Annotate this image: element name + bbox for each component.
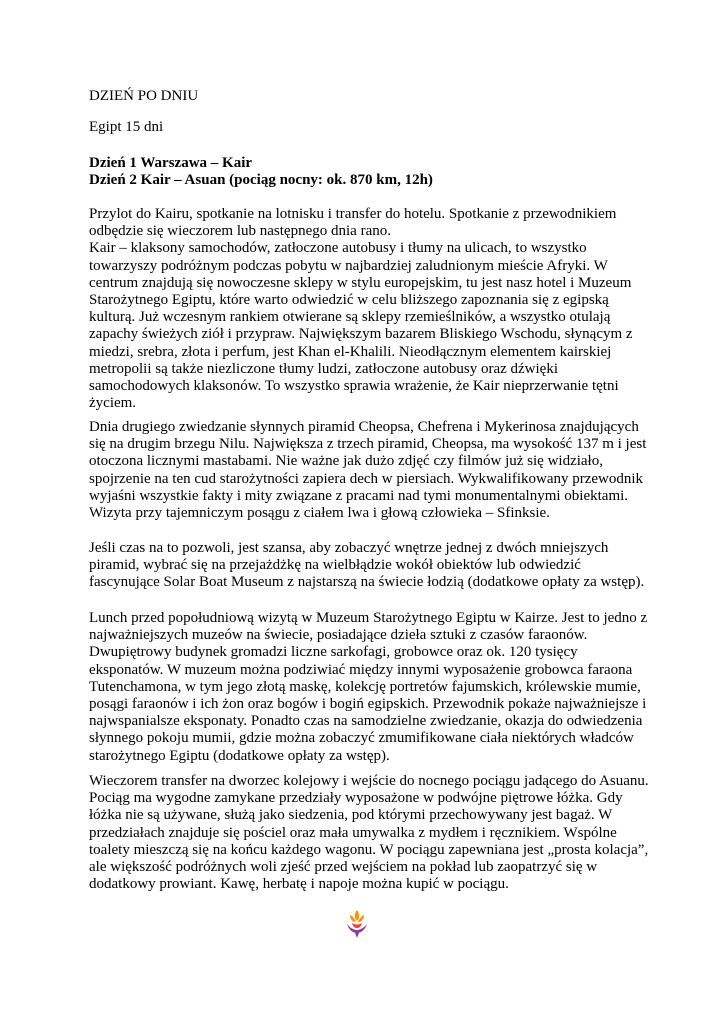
paragraph-5: Wieczorem transfer na dworzec kolejowy i wejście do nocnego pociągu jadącego do Asuanu. Pociąg ma wygodne zamykane przedziały wyposażone w podwójne piętrowe łóżka. Gdy łóżka nie są używane, służą jako siedzenia, pod którymi przechowywany jest bagaż. W przedziałach znajduje się pościel oraz mała umywalka z mydłem i ręcznikiem. Wspólne toalety mieszczą się na końcu każdego wagonu. W pociągu zapewniana jest „prosta kolacja”, ale większość podróżnych woli zjeść przed wejściem na pokład lub zaopatrzyć się w dodatkowy prowiant. Kawę, herbatę i napoje można kupić w pociągu. <box>89 773 649 893</box>
document-subtitle: Egipt 15 dni <box>89 119 164 135</box>
paragraph-2: Dnia drugiego zwiedzanie słynnych piramid Cheopsa, Chefrena i Mykerinosa znajdujących się na drugim brzegu Nilu. Największa z trzech piramid, Cheopsa, ma wysokość 137 m i jest otoczona licznymi mastabami. Nie ważne jak dużo zdjęć czy filmów już się widziało, spojrzenie na ten cud starożytności zapiera dech w piersiach. Wykwalifikowany przewodnik wyjaśni wszystkie fakty i mity związane z pracami nad tymi monumentalnymi obiektami. Wizyta przy tajemniczym posągu z ciałem lwa i głową człowieka – Sfinksie. <box>89 419 647 522</box>
day-2-heading: Dzień 2 Kair – Asuan (pociąg nocny: ok. 870 km, 12h) <box>89 172 433 188</box>
paragraph-4: Lunch przed popołudniową wizytą w Muzeum Starożytnego Egiptu w Kairze. Jest to jedno z najważniejszych muzeów na świecie, posiadające dzieła sztuki z czasów faraonów. Dwupiętrowy budynek gromadzi liczne sarkofagi, grobowce oraz ok. 120 tysięcy eksponatów. W muzeum można podziwiać między innymi wyposażenie grobowca faraona Tutenchamona, w tym jego złotą maskę, kolekcję portretów fajumskich, królewskie mumie, posągi faraonów i ich żon oraz bogów i bogiń egipskich. Przewodnik pokaże najważniejsze i najwspanialsze eksponaty. Ponadto czas na samodzielne zwiedzanie, okazja do odwiedzenia słynnego pokoju mumii, gdzie można zobaczyć zmumifikowane ciała niektórych władców starożytnego Egiptu (dodatkowe opłaty za wstęp). <box>89 610 648 764</box>
paragraph-1: Przylot do Kairu, spotkanie na lotnisku i transfer do hotelu. Spotkanie z przewodnikiem odbędzie się wieczorem lub następnego dnia rano. Kair – klaksony samochodów, zatłoczone autobusy i tłumy na ulicach, to wszystko towarzyszy podróżnym podczas pobytu w najbardziej zaludnionym mieście Afryki. W centrum znajdują się nowoczesne sklepy w stylu europejskim, tu jest nasz hotel i Muzeum Starożytnego Egiptu, które warto odwiedzić w celu bliższego zapoznania się z egipską kulturą. Już wczesnym rankiem otwierane są sklepy rzemieślników, a wszystko otulają zapachy świeżych ziół i przypraw. Największym bazarem Bliskiego Wschodu, słynącym z miedzi, srebra, złota i perfum, jest Khan el-Khalili. Nieodłącznym elementem kairskiej metropolii są także niezliczone tłumy ludzi, zatłoczone autobusy oraz dźwięki samochodowych klaksonów. To wszystko sprawia wrażenie, że Kair nieprzerwanie tętni życiem. <box>89 206 633 412</box>
paragraph-3: Jeśli czas na to pozwoli, jest szansa, aby zobaczyć wnętrze jednej z dwóch mniejszych piramid, wybrać się na przejażdżkę na wielbłądzie wokół obiektów lub odwiedzić fascynujące Solar Boat Museum z najstarszą na świecie łodzią (dodatkowe opłaty za wstęp). <box>89 540 645 591</box>
day-1-heading: Dzień 1 Warszawa – Kair <box>89 155 253 171</box>
document-title: DZIEŃ PO DNIU <box>89 88 199 104</box>
lotus-logo-icon <box>340 906 374 940</box>
